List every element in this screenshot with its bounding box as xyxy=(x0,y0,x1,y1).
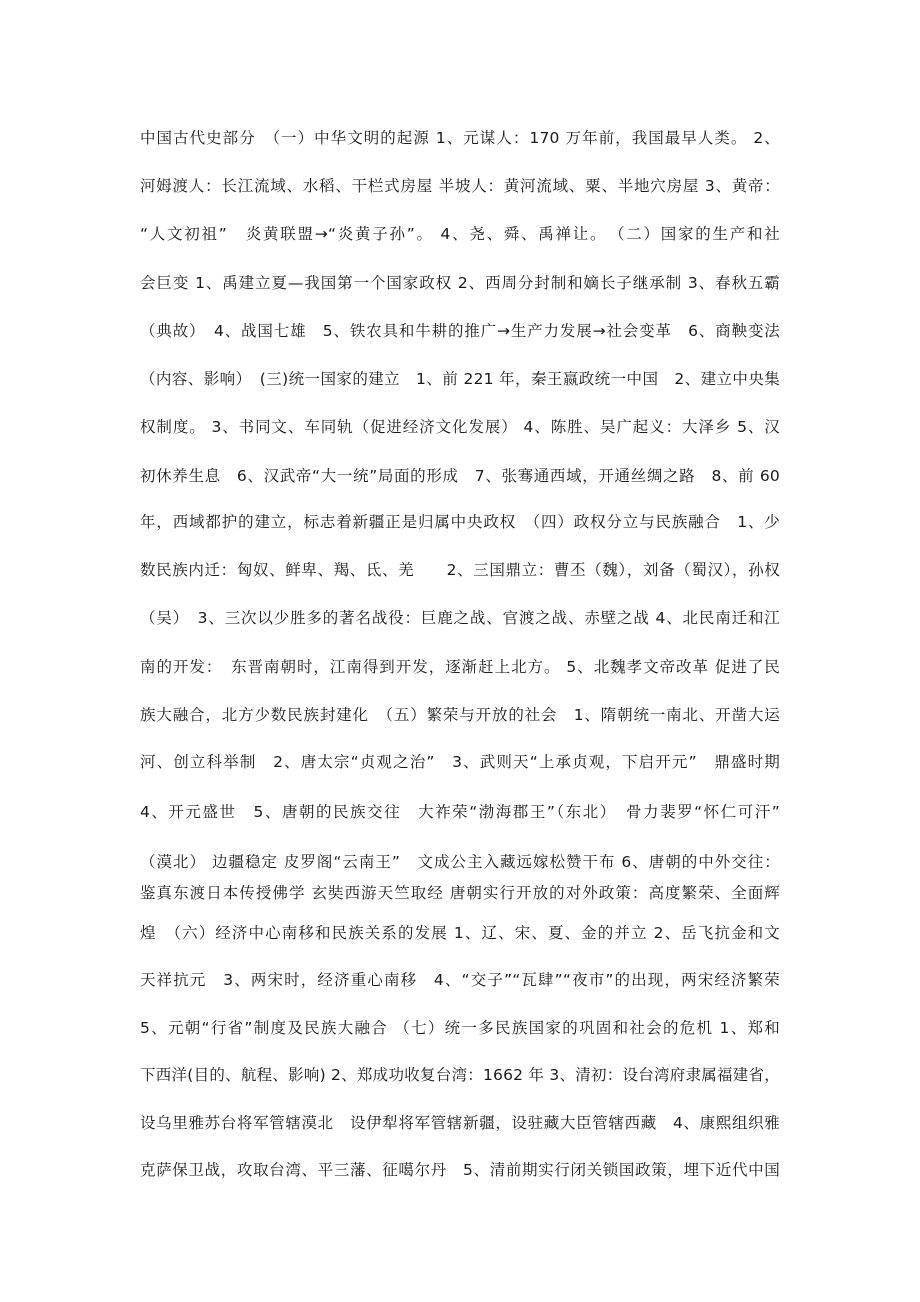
text-line: 河、创立科举制 2、唐太宗“贞观之治” 3、武则天“上承贞观，下启开元” 鼎盛时期 xyxy=(140,753,780,771)
text-line: 族大融合，北方少数民族封建化 （五）繁荣与开放的社会 1、隋朝统一南北、开凿大运 xyxy=(140,706,780,724)
text-line: （漠北） 边疆稳定 皮罗阁“云南王” 文成公主入藏远嫁松赞干布 6、唐朝的中外交往： xyxy=(140,853,780,871)
text-line: 设乌里雅苏台将军管辖漠北 设伊犁将军管辖新疆，设驻藏大臣管辖西藏 4、康熙组织雅 xyxy=(140,1114,780,1132)
text-line: 4、开元盛世 5、唐朝的民族交往 大祚荣“渤海郡王”（东北） 骨力裴罗“怀仁可汗” xyxy=(140,803,780,821)
text-line: 权制度。 3、书同文、车同轨（促进经济文化发展） 4、陈胜、吴广起义：大泽乡 5、汉 xyxy=(140,418,780,436)
text-line: 数民族内迁：匈奴、鲜卑、羯、氐、羌 2、三国鼎立：曹丕（魏），刘备（蜀汉），孙权 xyxy=(140,561,780,579)
text-line: （典故） 4、战国七雄 5、铁农具和牛耕的推广→生产力发展→社会变革 6、商鞅变法 xyxy=(140,322,780,340)
text-line: 河姆渡人：长江流域、水稻、干栏式房屋 半坡人：黄河流域、粟、半地穴房屋 3、黄帝： xyxy=(140,177,780,195)
text-line: 初休养生息 6、汉武帝“大一统”局面的形成 7、张骞通西域，开通丝绸之路 8、前 60 xyxy=(140,467,780,485)
text-line: 5、元朝“行省”制度及民族大融合 （七）统一多民族国家的巩固和社会的危机 1、郑和 xyxy=(140,1019,780,1037)
text-line: “人文初祖” 炎黄联盟→“炎黄子孙”。 4、尧、舜、禹禅让。 （二）国家的生产和社 xyxy=(140,225,780,243)
text-line: 年，西域都护的建立，标志着新疆正是归属中央政权 （四）政权分立与民族融合 1、少 xyxy=(140,513,780,531)
text-line: 下西洋(目的、航程、影响) 2、郑成功收复台湾：1662 年 3、清初：设台湾府隶属福建省， xyxy=(140,1066,780,1084)
text-line: 南的开发： 东晋南朝时，江南得到开发，逐渐赶上北方。 5、北魏孝文帝改革 促进了民 xyxy=(140,658,780,676)
text-line: 煌 （六）经济中心南移和民族关系的发展 1、辽、宋、夏、金的并立 2、岳飞抗金和文 xyxy=(140,924,780,942)
text-line: （吴） 3、三次以少胜多的著名战役：巨鹿之战、官渡之战、赤壁之战 4、北民南迁和江 xyxy=(140,609,780,627)
text-line: （内容、影响） (三)统一国家的建立 1、前 221 年，秦王嬴政统一中国 2、建立中央集 xyxy=(140,370,780,388)
text-line: 天祥抗元 3、两宋时，经济重心南移 4、“交子”“瓦肆”“夜市”的出现，两宋经济繁荣 xyxy=(140,971,780,989)
text-line: 中国古代史部分 （一）中华文明的起源 1、元谋人：170 万年前，我国最早人类。 2、 xyxy=(140,129,780,147)
text-line: 鉴真东渡日本传授佛学 玄奘西游天竺取经 唐朝实行开放的对外政策：高度繁荣、全面辉 xyxy=(140,884,780,902)
text-line: 会巨变 1、禹建立夏—我国第一个国家政权 2、西周分封制和嫡长子继承制 3、春秋五霸 xyxy=(140,274,780,292)
text-line: 克萨保卫战，攻取台湾、平三藩、征噶尔丹 5、清前期实行闭关锁国政策，埋下近代中国 xyxy=(140,1161,780,1179)
